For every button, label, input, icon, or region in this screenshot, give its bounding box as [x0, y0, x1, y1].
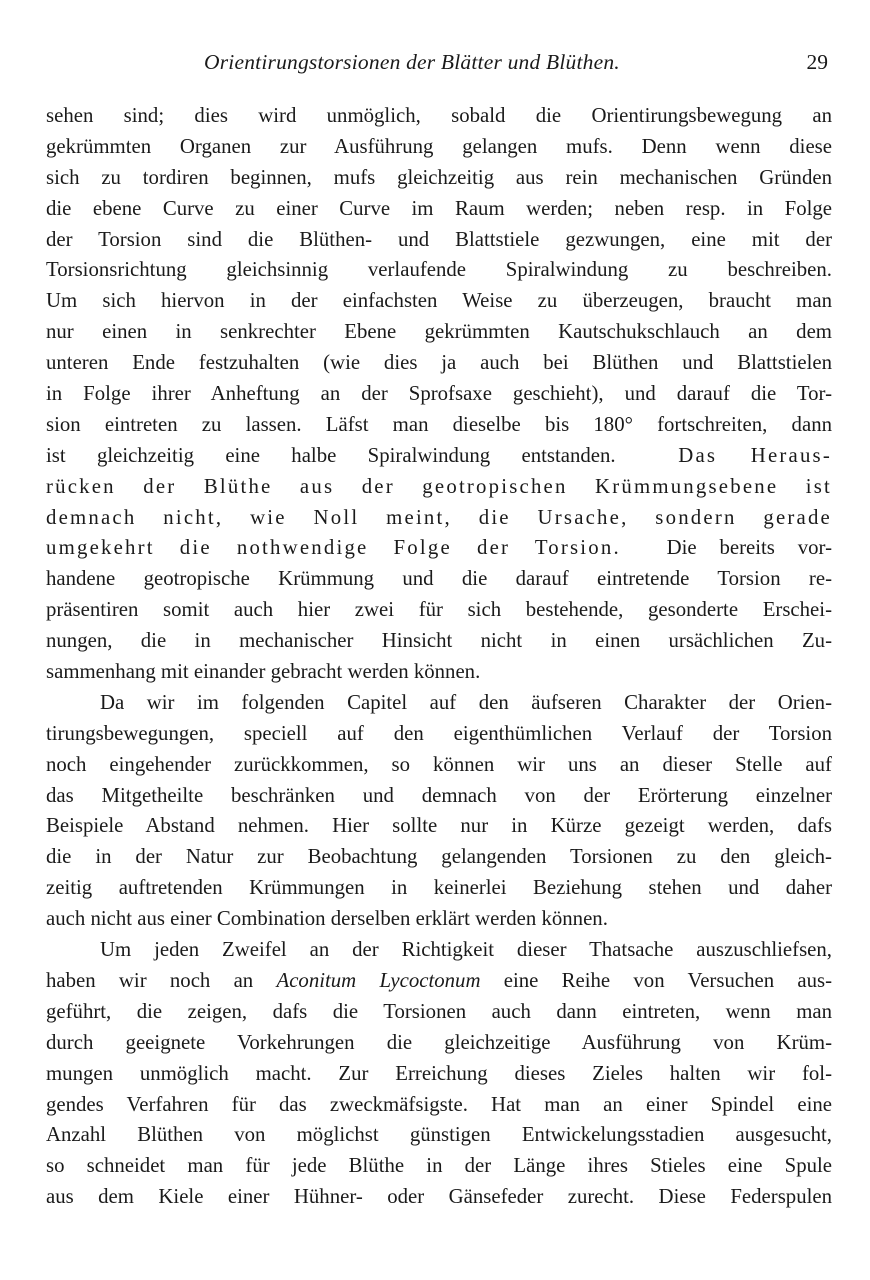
text-line: mungen unmöglich macht. Zur Erreichung dieses Zieles halten wir fol-	[46, 1061, 832, 1085]
text-line: sion eintreten zu lassen. Läfst man dieselbe bis 180° fortschreiten, dann	[46, 412, 832, 436]
paragraph-3	[46, 935, 832, 1213]
text-line: aus dem Kiele einer Hühner- oder Gänsefeder zurecht. Diese Federspulen	[46, 1185, 832, 1209]
text-line: nungen, die in mechanischer Hinsicht nicht in einen ursächlichen Zu-	[46, 629, 832, 653]
text-line: sehen sind; dies wird unmöglich, sobald die Orientirungsbewegung an	[46, 104, 832, 127]
paragraph-1	[46, 101, 832, 688]
text-line	[46, 966, 832, 997]
text-segment: ist gleichzeitig eine halbe Spiralwindung entstanden.	[46, 443, 616, 467]
page-header	[46, 50, 834, 82]
text-line: zeitig auftretenden Krümmungen in keinerlei Beziehung stehen und daher	[46, 876, 832, 900]
body-text	[46, 101, 832, 1213]
text-line: Beispiele Abstand nehmen. Hier sollte nur in Kürze gezeigt werden, dafs	[46, 814, 832, 838]
text-line: Torsionsrichtung gleichsinnig verlaufende Spiralwindung zu beschreiben.	[46, 258, 832, 282]
text-line: präsentiren somit auch hier zwei für sich bestehende, gesonderte Erschei-	[46, 598, 832, 622]
text-line: Um jeden Zweifel an der Richtigkeit dieser Thatsache auszuschliefsen,	[100, 938, 832, 962]
text-line: nur einen in senkrechter Ebene gekrümmten Kautschukschlauch an dem	[46, 320, 832, 344]
text-line: gekrümmten Organen zur Ausführung gelangen mufs. Denn wenn diese	[46, 134, 832, 158]
spaced-emphasis: Das Heraus-	[678, 443, 832, 467]
running-title: Orientirungstorsionen der Blätter und Blüthen.	[204, 50, 620, 74]
text-line: die ebene Curve zu einer Curve im Raum werden; neben resp. in Folge	[46, 196, 832, 220]
text-line: handene geotropische Krümmung und die darauf eintretende Torsion re-	[46, 567, 832, 591]
paragraph-2	[46, 688, 832, 935]
text-line	[46, 533, 832, 564]
text-line: unteren Ende festzuhalten (wie dies ja auch bei Blüthen und Blattstielen	[46, 351, 832, 375]
text-line: noch eingehender zurückkommen, so können wir uns an dieser Stelle auf	[46, 752, 832, 776]
text-line: sich zu tordiren beginnen, mufs gleichzeitig aus rein mechanischen Gründen	[46, 165, 832, 189]
text-line: das Mitgetheilte beschränken und demnach von der Erörterung einzelner	[46, 783, 832, 807]
spaced-emphasis: umgekehrt die nothwendige Folge der Torsion.	[46, 536, 621, 560]
text-line: Da wir im folgenden Capitel auf den äufseren Charakter der Orien-	[100, 690, 832, 714]
text-line: tirungsbewegungen, speciell auf den eigenthümlichen Verlauf der Torsion	[46, 721, 832, 745]
spaced-emphasis-line: demnach nicht, wie Noll meint, die Ursache, sondern gerade	[46, 505, 832, 529]
species-name: Aconitum Lycoctonum	[276, 968, 481, 992]
text-line: gendes Verfahren für das zweckmäfsigste. Hat man an einer Spindel eine	[46, 1092, 832, 1116]
text-segment: eine Reihe von Versuchen aus-	[503, 968, 832, 992]
text-line: sammenhang mit einander gebracht werden können.	[46, 660, 481, 684]
text-line	[46, 441, 832, 472]
text-line: geführt, die zeigen, dafs die Torsionen auch dann eintreten, wenn man	[46, 999, 832, 1023]
text-line: der Torsion sind die Blüthen- und Blattstiele gezwungen, eine mit der	[46, 227, 832, 251]
text-line: durch geeignete Vorkehrungen die gleichzeitige Ausführung von Krüm-	[46, 1030, 832, 1054]
text-line: in Folge ihrer Anheftung an der Sprofsaxe geschieht), und darauf die Tor-	[46, 382, 832, 406]
text-line: so schneidet man für jede Blüthe in der Länge ihres Stieles eine Spule	[46, 1154, 832, 1178]
text-line: Anzahl Blüthen von möglichst günstigen Entwickelungsstadien ausgesucht,	[46, 1123, 832, 1147]
spaced-emphasis-line: rücken der Blüthe aus der geotropischen Krümmungsebene ist	[46, 474, 832, 498]
page-number: 29	[806, 50, 828, 74]
text-line: auch nicht aus einer Combination derselben erklärt werden können.	[46, 907, 608, 931]
text-segment: haben wir noch an	[46, 968, 254, 992]
text-segment: Die bereits vor-	[666, 536, 832, 560]
text-line: die in der Natur zur Beobachtung gelangenden Torsionen zu den gleich-	[46, 845, 832, 869]
text-line: Um sich hiervon in der einfachsten Weise zu überzeugen, braucht man	[46, 289, 832, 313]
